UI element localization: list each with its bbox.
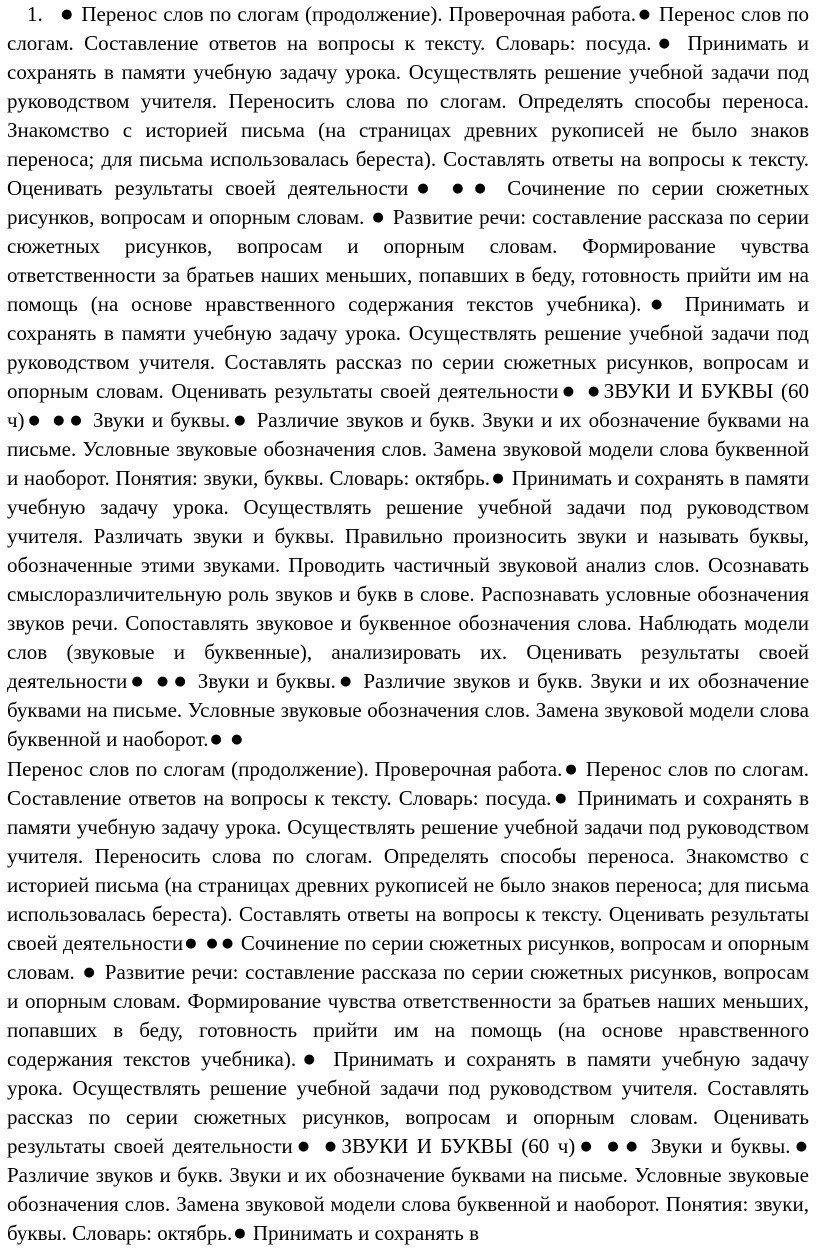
bullet-icon: ● [474,181,493,196]
paragraph-1 [7,0,809,754]
text-segment: Различие звуков и букв. Звуки и их обозначение буквами на письме. Условные звуковые обозначения слов. Замена звуковой модели слова буквенной и наоборот. Понятия: звуки, буквы. Словарь: октябрь. [7,408,810,490]
text-segment: Принимать и сохранять в памяти учебную задачу урока. Осуществлять решение учебной задачи под руководством учителя. Различать звуки и буквы. Правильно произносить звуки и называть буквы, обозначенные этими звуками. Проводить частичный звуковой анализ слов. Осознавать смыслоразличительную роль звуков и букв в слове. Распознавать условные обозначения звуков речи. Сопоставлять звуковое и буквенное обозначения слова. Наблюдать модели слов (звуковые и буквенные), анализировать их. Оценивать результаты своей деятельности [7,466,810,693]
bullet-icon: ● [625,1139,641,1154]
text-segment: Звуки и буквы. [197,669,336,693]
bullet-icon: ● [653,36,676,51]
text-segment: Развитие речи: составление рассказа по серии сюжетных рисунков, вопросам и опорным словам. Формирование чувства ответственности за братьев наших меньших, попавших в беду, готовность прийти им на помощь (на основе нравственного содержания текстов учебника). [7,960,810,1071]
text-segment: Сочинение по серии сюжетных рисунков, вопросам и опорным словам. [7,176,810,229]
bullet-icon: ● [53,413,67,428]
bullet-icon: ● [452,181,471,196]
bullet-icon: ● [61,7,74,22]
bullet-icon: ● [294,1139,313,1154]
bullet-icon: ● [372,210,385,225]
text-segment: Перенос слов по слогам (продолжение). Проверочная работа. [81,2,636,26]
text-segment: Различие звуков и букв. Звуки и их обозначение буквами на письме. Условные звуковые обозначения слов. Замена звуковой модели слова буквенной и наоборот. [7,669,810,751]
text-segment: Сочинение по серии сюжетных рисунков, вопросам и опорным словам. [7,931,810,984]
bullet-icon: ● [231,732,243,747]
bullet-icon: ● [564,762,578,777]
text-segment: Принимать и сохранять в памяти учебную задачу урока. Осуществлять решение учебной задачи под руководством учителя. Составлять рассказ по серии сюжетных рисунков, вопросам и опорным словам. Оценивать результаты своей деятельности [7,1047,810,1158]
text-segment: Перенос слов по слогам (продолжение). Проверочная работа. [7,757,563,781]
bullet-icon: ● [792,1139,808,1154]
bullet-icon: ● [553,791,569,806]
bullet-icon: ● [607,1139,622,1154]
bullet-icon: ● [70,413,84,428]
bullet-icon: ● [560,384,577,399]
bullet-icon: ● [588,384,602,399]
text-segment: ЗВУКИ И БУКВЫ (60 ч) [7,379,810,432]
bullet-icon: ● [221,936,234,951]
bullet-icon: ● [156,674,171,689]
bullet-icon: ● [26,413,42,428]
bullet-icon: ● [174,674,189,689]
bullet-icon: ● [324,1139,340,1154]
bullet-icon: ● [298,1052,321,1067]
bullet-icon: ● [577,1139,595,1154]
bullet-icon: ● [232,413,248,428]
bullet-icon: ● [643,297,670,312]
text-segment: Перенос слов по слогам. Составление ответов на вопросы к тексту. Словарь: посуда. [7,757,810,810]
text-segment: Звуки и буквы. [650,1134,791,1158]
bullet-icon: ● [234,1226,246,1241]
bullet-icon: ● [83,965,97,980]
bullet-icon: ● [637,7,651,22]
text-segment: ЗВУКИ И БУКВЫ (60 ч) [341,1134,576,1158]
text-segment: Принимать и сохранять в памяти учебную задачу урока. Осуществлять решение учебной задачи под руководством учителя. Переносить слова по слогам. Определять способы переноса. Знакомство с историей письма (на страницах древних рукописей не было знаков переноса; для письма использовалась береста). Составлять ответы на вопросы к тексту. Оценивать результаты своей деятельности [7,31,810,200]
text-segment: Различие звуков и букв. Звуки и их обозначение буквами на письме. Условные звуковые обозначения слов. Замена звуковой модели слова буквенной и наоборот. Понятия: звуки, буквы. Словарь: октябрь. [7,1163,809,1245]
bullet-icon: ● [129,674,146,689]
bullet-icon: ● [206,936,218,951]
bullet-icon: ● [492,471,505,486]
text-segment: Звуки и буквы. [92,408,231,432]
text-segment: Принимать и сохранять в [252,1221,480,1245]
text-segment: Перенос слов по слогам. Составление ответов на вопросы к тексту. Словарь: посуда. [7,2,810,55]
bullet-icon: ● [410,181,436,196]
bullet-icon: ● [337,674,354,689]
text-segment: Развитие речи: составление рассказа по серии сюжетных рисунков, вопросам и опорным словам. Формирование чувства ответственности за братьев наших меньших, попавших в беду, готовность прийти им на помощь (на основе нравственного содержания текстов учебника). [7,205,810,316]
text-segment: Принимать и сохранять в памяти учебную задачу урока. Осуществлять решение учебной задачи под руководством учителя. Составлять рассказ по серии сюжетных рисунков, вопросам и опорным словам. Оценивать результаты своей деятельности [7,292,810,403]
bullet-icon: ● [185,936,197,951]
paragraph-2 [7,755,809,1248]
text-segment: Принимать и сохранять в памяти учебную задачу урока. Осуществлять решение учебной задачи под руководством учителя. Переносить слова по слогам. Определять способы переноса. Знакомство с историей письма (на страницах древних рукописей не было знаков переноса; для письма использовалась береста). Составлять ответы на вопросы к тексту. Оценивать результаты своей деятельности [7,786,810,955]
bullet-icon: ● [210,732,222,747]
list-number: 1. [27,2,43,26]
